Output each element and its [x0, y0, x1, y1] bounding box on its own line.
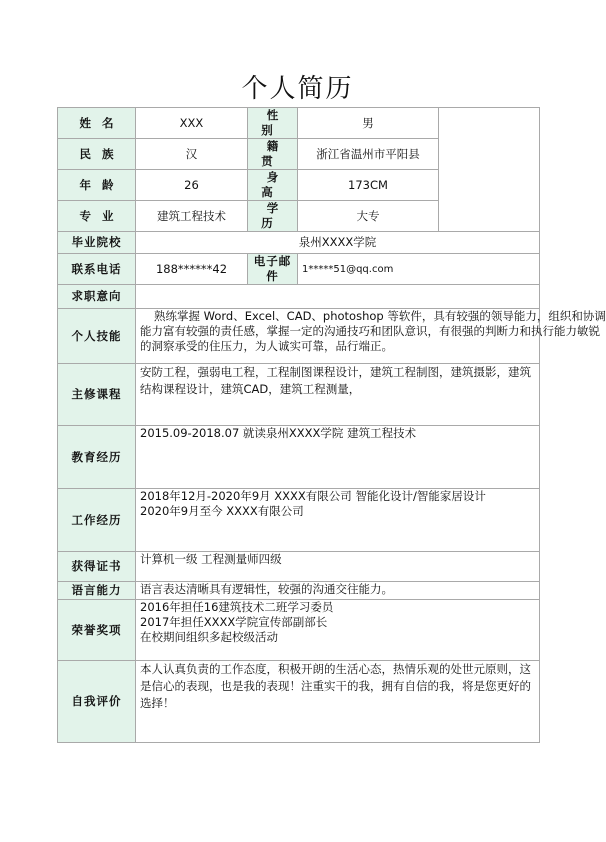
objective-value	[136, 285, 540, 309]
height-label: 身高	[248, 170, 298, 201]
row-courses	[58, 364, 540, 426]
courses-value: 安防工程，强弱电工程，工程制图课程设计，建筑工程制图，建筑摄影，建筑结构课程设计，建筑CAD，建筑工程测量，	[136, 364, 540, 426]
origin-value: 浙江省温州市平阳县	[298, 139, 439, 170]
origin-label: 籍贯	[248, 139, 298, 170]
ethnicity-label: 民族	[58, 139, 136, 170]
certificates-label: 获得证书	[58, 552, 136, 582]
education-history-label: 教育经历	[58, 426, 136, 489]
gender-label: 性别	[248, 108, 298, 139]
objective-label: 求职意向	[58, 285, 136, 309]
language-label: 语言能力	[58, 582, 136, 600]
row-name-gender	[58, 108, 540, 139]
row-certificates	[58, 552, 540, 582]
row-honors	[58, 600, 540, 661]
phone-value: 188******42	[136, 254, 248, 285]
school-label: 毕业院校	[58, 232, 136, 254]
major-label: 专业	[58, 201, 136, 232]
honors-label: 荣誉奖项	[58, 600, 136, 661]
certificates-value: 计算机一级 工程测量师四级	[136, 552, 540, 582]
skills-line: 的洞察承受的住压力，为人诚实可靠，品行端正。	[140, 339, 393, 353]
row-skills	[58, 309, 540, 364]
resume-title: 个人简历	[241, 74, 354, 104]
photo-cell	[439, 108, 540, 232]
honor-entry: 2017年担任XXXX学院宣传部副部长	[140, 615, 328, 629]
education-history-value	[136, 426, 540, 489]
email-label: 电子邮件	[248, 254, 298, 285]
honor-entry: 2016年担任16建筑技术二班学习委员	[140, 600, 334, 614]
work-history-label: 工作经历	[58, 489, 136, 552]
row-education-history	[58, 426, 540, 489]
name-label: 姓名	[58, 108, 136, 139]
self-evaluation-value: 本人认真负责的工作态度，积极开朗的生活心态，热情乐观的处世元原则，这是信心的表现，也是我的表现！注重实干的我，拥有自信的我，将是您更好的选择！	[136, 661, 540, 743]
major-value: 建筑工程技术	[136, 201, 248, 232]
row-contact	[58, 254, 540, 285]
row-language	[58, 582, 540, 600]
age-label: 年龄	[58, 170, 136, 201]
height-value: 173CM	[298, 170, 439, 201]
skills-line: 能力富有较强的责任感，掌握一定的沟通技巧和团队意识，有很强的判断力和执行能力敏锐	[140, 324, 600, 338]
honors-value	[136, 600, 540, 661]
resume-table	[57, 107, 606, 743]
email-value: 1*****51@qq.com	[298, 254, 540, 285]
language-value: 语言表达清晰具有逻辑性，较强的沟通交往能力。	[136, 582, 540, 600]
age-value: 26	[136, 170, 248, 201]
self-evaluation-label: 自我评价	[58, 661, 136, 743]
school-value: 泉州XXXX学院	[136, 232, 540, 254]
gender-value: 男	[298, 108, 439, 139]
education-label: 学历	[248, 201, 298, 232]
education-entry: 2015.09-2018.07 就读泉州XXXX学院 建筑工程技术	[140, 426, 417, 440]
row-self-evaluation	[58, 661, 540, 743]
skills-line: 熟练掌握 Word、Excel、CAD、photoshop 等软件，具有较强的领导能力，组织和协调	[154, 309, 606, 323]
education-value: 大专	[298, 201, 439, 232]
skills-value	[136, 309, 606, 364]
phone-label: 联系电话	[58, 254, 136, 285]
honor-entry: 在校期间组织多起校级活动	[140, 630, 278, 644]
row-work-history	[58, 489, 540, 552]
courses-label: 主修课程	[58, 364, 136, 426]
row-school	[58, 232, 540, 254]
row-objective	[58, 285, 540, 309]
skills-label: 个人技能	[58, 309, 136, 364]
work-entry: 2020年9月至今 XXXX有限公司	[140, 504, 304, 518]
name-value: XXX	[136, 108, 248, 139]
work-entry: 2018年12月-2020年9月 XXXX有限公司 智能化设计/智能家居设计	[140, 489, 486, 503]
work-history-value	[136, 489, 540, 552]
ethnicity-value: 汉	[136, 139, 248, 170]
